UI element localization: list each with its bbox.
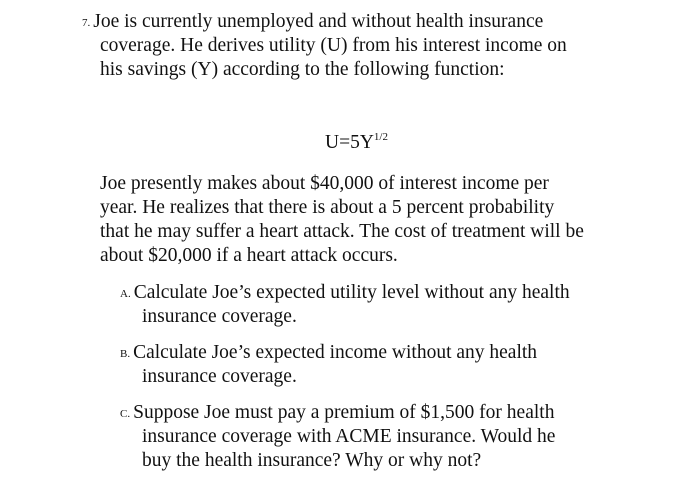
part-a-line-2: insurance coverage.	[142, 306, 297, 327]
part-c-line-2: insurance coverage with ACME insurance. Would he	[142, 426, 556, 447]
formula-base: U=5Y	[325, 132, 374, 153]
part-c-line-1	[120, 401, 554, 426]
question-intro-line-2: coverage. He derives utility (U) from his interest income on	[100, 35, 567, 56]
question-body-line-3: that he may suffer a heart attack. The cost of treatment will be	[100, 221, 584, 242]
part-b-line-2: insurance coverage.	[142, 366, 297, 387]
question-intro-text-1: Joe is currently unemployed and without health insurance	[93, 11, 544, 32]
part-c-label: C.	[120, 408, 131, 420]
part-c-text-1: Suppose Joe must pay a premium of $1,500 for health	[133, 402, 555, 423]
part-a-line-1	[120, 281, 570, 306]
question-intro-line-3: his savings (Y) according to the following function:	[100, 59, 505, 80]
question-body-line-4: about $20,000 if a heart attack occurs.	[100, 245, 398, 266]
question-number: 7.	[82, 17, 91, 29]
utility-formula	[325, 131, 388, 155]
part-a-label: A.	[120, 288, 131, 300]
part-c-line-3: buy the health insurance? Why or why not?	[142, 450, 482, 471]
formula-exponent: 1/2	[373, 131, 388, 143]
question-body-line-1: Joe presently makes about $40,000 of interest income per	[100, 173, 549, 194]
part-b-label: B.	[120, 348, 131, 360]
question-intro-line-1	[82, 10, 543, 35]
part-a-text-1: Calculate Joe’s expected utility level without any health	[133, 282, 570, 303]
part-b-line-1	[120, 341, 537, 366]
question-body-line-2: year. He realizes that there is about a 5 percent probability	[100, 197, 555, 218]
part-b-text-1: Calculate Joe’s expected income without any health	[133, 342, 538, 363]
